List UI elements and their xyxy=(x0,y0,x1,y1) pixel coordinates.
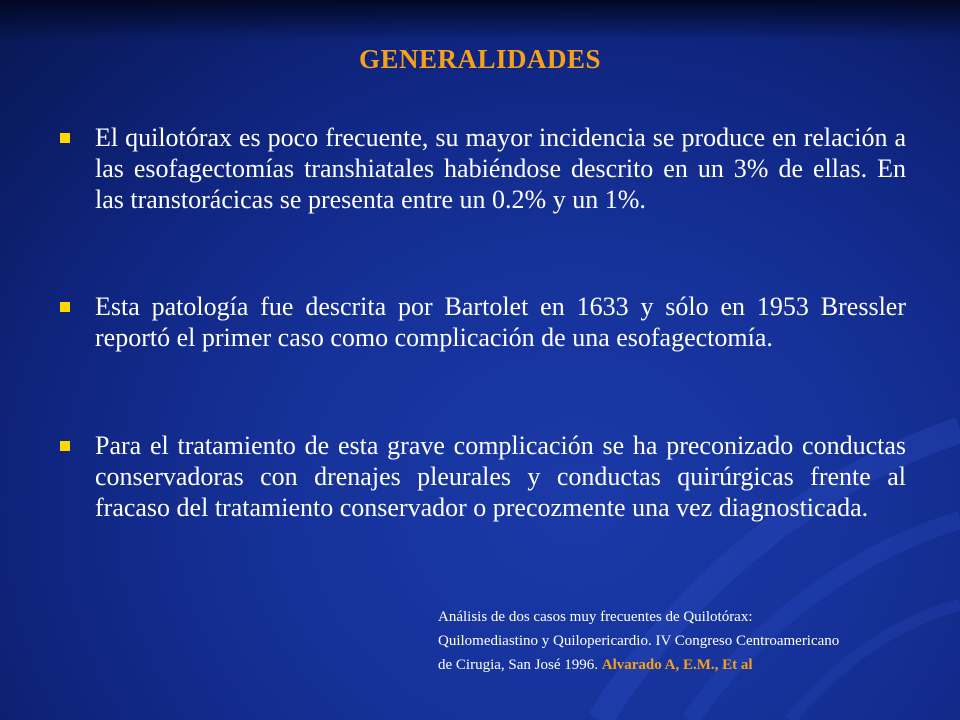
bullet-text: Para el tratamiento de esta grave complicación se ha preconizado conductas conservadoras con drenajes pleurales y conductas quirúrgicas frente al fracaso del tratamiento conservador o precozmente una vez diagnosticada. xyxy=(95,431,906,522)
bullet-item xyxy=(60,122,906,215)
slide-title: GENERALIDADES xyxy=(358,44,602,74)
reference-authors: Alvarado A, E.M., Et al xyxy=(601,657,753,673)
bullet-item xyxy=(60,291,906,353)
reference-line-2: Quilomediastino y Quilopericardio. IV Congreso Centroamericano xyxy=(438,633,840,649)
top-shadow-band xyxy=(0,0,960,40)
bullet-text: El quilotórax es poco frecuente, su mayor incidencia se produce en relación a las esofagectomías transhiatales habiéndose descrito en un 3% de ellas. En las transtorácicas se presenta entre un 0.2% y un 1%. xyxy=(95,123,906,214)
bullet-square-icon xyxy=(60,302,70,312)
reference-line-1: Análisis de dos casos muy frecuentes de Quilotórax: xyxy=(438,609,753,625)
bullet-text: Esta patología fue descrita por Bartolet en 1633 y sólo en 1953 Bressler reportó el primer caso como complicación de una esofagectomía. xyxy=(95,292,906,352)
bullet-item xyxy=(60,430,906,523)
reference-line-3 xyxy=(438,653,938,677)
bullet-square-icon xyxy=(60,133,70,143)
bullet-square-icon xyxy=(60,441,70,451)
reference-citation xyxy=(438,605,938,677)
reference-line-3-text: de Cirugia, San José 1996. xyxy=(438,657,598,673)
